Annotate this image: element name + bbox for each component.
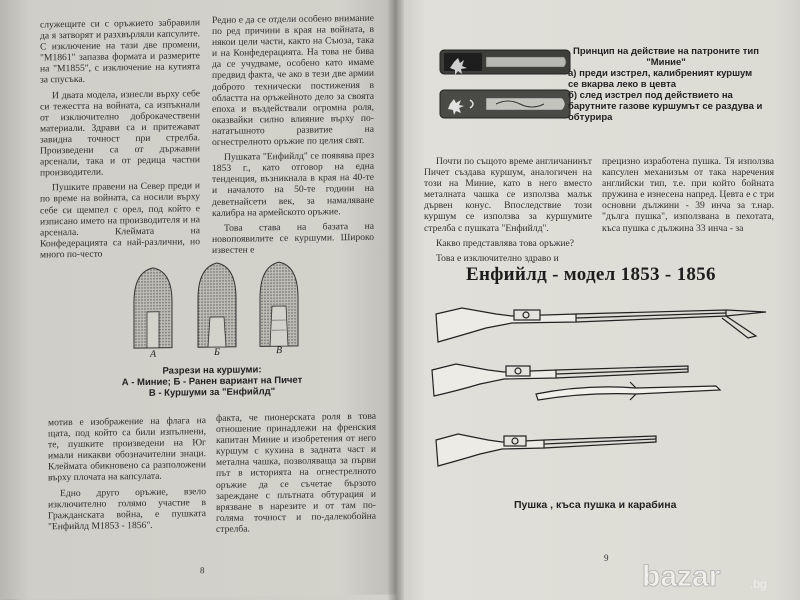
paragraph: Това става на базата на новопоявилите се куршуми. Широко известен е <box>212 220 374 256</box>
page-number-left: 8 <box>200 565 205 576</box>
paragraph: И двата модела, изнесли върху себе си тежестта на войната, са изпъкнали от изключително доброкачествени материали. Здрави са и притежават завидна точност при стрелба. Произведени са от държавни арсенали, така и от редица частни производители. <box>40 87 200 179</box>
bullet-label-a: А <box>150 348 157 360</box>
paragraph: Едно друго оръжие, взело изключително голямо участие в Гражданската война, е пушката "Енфийлд М1853 - 1856". <box>48 485 206 533</box>
watermark-text: bazar <box>642 560 721 593</box>
paragraph: Пушката "Енфийлд" се появява през 1853 г., като отговор на една тенденция, възникнала в края на 40-те и началото на 50-те години на деветнайсети век, за намаляване калибра на армейското оръжие. <box>212 149 374 219</box>
bazar-watermark <box>638 558 788 594</box>
caption-title: Принцип на действие на патроните тип "Миние" <box>573 46 759 68</box>
bullet-sections-caption <box>112 364 312 400</box>
paragraph: факта, че пионерската роля в това отношение принадлежи на френския капитан Миние и изобретения от него куршум с кухина в задната част и метална чашка, позволяваща за първи път в историята на огнестрелното оръжие да се съчетае бързото зареждане с плътната обтурация и врязване в нарезите и от там по-голяма точност и по-далекобойна стрелба. <box>216 410 376 535</box>
book-gutter <box>388 0 404 600</box>
paragraph: Какво представлява това оръжие? <box>436 237 575 249</box>
paragraph: Това е изключително здраво и <box>436 252 559 264</box>
page-number-right: 9 <box>604 553 609 563</box>
caption-line: В - Куршуми за "Енфийлд" <box>148 386 276 399</box>
left-column-2 <box>212 13 374 260</box>
caption-item-b: б) след изстрел под действието на барутните газове куршумът се раздува и обтурира <box>568 90 763 123</box>
minie-principle-caption <box>568 46 764 123</box>
barrel-after-shot <box>440 90 570 118</box>
carbine <box>436 434 656 466</box>
paragraph: мотив е изображение на флага на щата, под който са били изпълнени, те, пушките произведени на Юг имали никакви обозначителни знаци. Клеймата обикновено са разположени върху плочата на капсулата. <box>48 415 206 484</box>
minie-principle-illustration <box>436 46 576 126</box>
rifles-illustration <box>426 292 786 492</box>
paragraph: Почти по същото време англичанинът Пичет създава куршум, аналогичен на този на Миние, като в него вместо металната чашка се използва малък дървен конус. Впоследствие този куршум се използва за куршумите стрелба с пушката "Енфийлд". <box>424 156 592 234</box>
watermark-suffix: .bg <box>750 577 767 591</box>
barrel-before-shot <box>440 50 570 75</box>
bullet-c <box>260 262 298 347</box>
left-bottom-column-2 <box>216 411 376 539</box>
rifles-caption: Пушка , къса пушка и карабина <box>514 499 677 511</box>
paragraph: Пушките правени на Север преди и по време на войната, са носили върху себе си щемпел с орел, под който е изписано името на производителя и на арсенала. Клеймата на Конфедерацията са най-различни, но много по-често <box>40 180 200 261</box>
paragraph: Редно е да се отдели особено внимание по ред причини в края на войната, в някои цели части, както на Съюза, така и на Конфедерацията. На това не бива да се учудваме, особено като имаме предвид факта, че ако в тези две армии доброто технически постижения в областта на оръжейното дело за своята епоха и въздействали огромна роля, оказвайки силно влияние върху по-нататъшното развитие на огнестрелното оръжие по целия свят. <box>212 12 374 149</box>
caption-item-a: а) преди изстрел, калибреният куршум се вкарва леко в цевта <box>568 68 753 90</box>
right-column-2 <box>602 156 774 238</box>
left-bottom-column-1 <box>48 415 206 536</box>
bullet-b <box>198 263 236 348</box>
bullet-a <box>134 268 172 349</box>
paragraph: служещите си с оръжието забравили да я затворят и разхвърляли капсулите. С изключение на тази две промени, "М1861" запазва формата и размерите на "М1855", с изключение на кутията за спусъка. <box>40 17 200 86</box>
bayonet <box>536 382 720 400</box>
caption-title: Разрези на куршуми: <box>162 364 262 377</box>
caption-line: А - Миние; Б - Ранен вариант на Пичет <box>121 374 303 389</box>
bullet-label-c: В <box>276 345 283 357</box>
bullet-label-b: Б <box>214 346 220 359</box>
bazar-logo-icon <box>638 558 788 594</box>
paragraph: прецизно изработена пушка. Тя използва капсулен механизъм от така наречения английски тип, т.е. при който бойната пружина е изнесена напред. Цевта е с три основни дължини - 39 инча за т.нар. "дълга пушка", използвана в пехотата, къса пушка с дължина 33 инча - за <box>602 156 774 234</box>
right-page <box>396 0 800 600</box>
left-page <box>0 0 396 600</box>
right-column-1 <box>424 156 592 268</box>
left-column-1 <box>40 17 200 264</box>
long-rifle <box>436 308 766 342</box>
rifle-heading: Енфийлд - модел 1853 - 1856 <box>466 264 716 285</box>
